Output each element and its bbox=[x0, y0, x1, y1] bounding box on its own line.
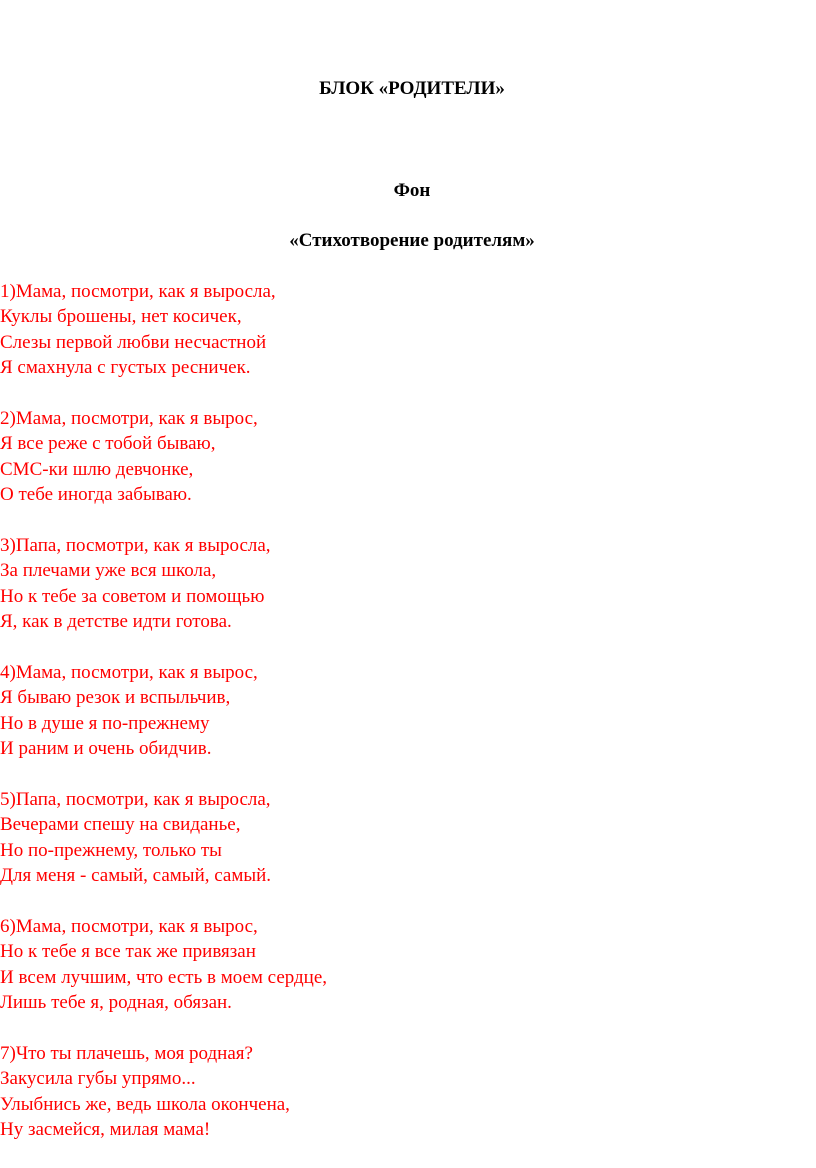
stanza-1 bbox=[0, 279, 800, 381]
poem-line: Но в душе я по-прежнему bbox=[0, 712, 210, 734]
poem-line: 2)Мама, посмотри, как я вырос, bbox=[0, 407, 258, 429]
poem-body bbox=[0, 279, 800, 1168]
poem-line: Ну засмейся, милая мама! bbox=[0, 1118, 211, 1140]
poem-line: Закусила губы упрямо... bbox=[0, 1068, 196, 1090]
stanza-2 bbox=[0, 406, 800, 508]
poem-line: За плечами уже вся школа, bbox=[0, 560, 217, 582]
poem-line: СМС-ки шлю девчонке, bbox=[0, 458, 194, 480]
background-label: Фон bbox=[393, 180, 431, 201]
poem-line: 4)Мама, посмотри, как я вырос, bbox=[0, 661, 258, 683]
poem-line: Я бываю резок и вспыльчив, bbox=[0, 687, 231, 709]
poem-line: Слезы первой любви несчастной bbox=[0, 331, 267, 353]
poem-line: Я смахнула с густых ресничек. bbox=[0, 357, 251, 379]
poem-line: Я, как в детстве идти готова. bbox=[0, 611, 232, 633]
poem-line: Для меня - самый, самый, самый. bbox=[0, 864, 272, 886]
poem-line: И всем лучшим, что есть в моем сердце, bbox=[0, 966, 328, 988]
poem-line: 6)Мама, посмотри, как я вырос, bbox=[0, 915, 258, 937]
poem-line: Но к тебе за советом и помощью bbox=[0, 585, 265, 607]
poem-line: Куклы брошены, нет косичек, bbox=[0, 306, 242, 328]
poem-line: 1)Мама, посмотри, как я выросла, bbox=[0, 281, 276, 302]
poem-line: 7)Что ты плачешь, моя родная? bbox=[0, 1042, 253, 1064]
poem-line: Но по-прежнему, только ты bbox=[0, 839, 222, 861]
poem-line: И раним и очень обидчив. bbox=[0, 738, 212, 760]
poem-line: Я все реже с тобой бываю, bbox=[0, 433, 216, 455]
block-title: БЛОК «РОДИТЕЛИ» bbox=[319, 78, 505, 99]
poem-line: 5)Папа, посмотри, как я выросла, bbox=[0, 788, 271, 810]
poem-line: О тебе иногда забываю. bbox=[0, 484, 192, 506]
poem-title: «Стихотворение родителям» bbox=[289, 230, 535, 251]
stanza-6 bbox=[0, 914, 800, 1016]
poem-line: Улыбнись же, ведь школа окончена, bbox=[0, 1093, 290, 1115]
stanza-7 bbox=[0, 1041, 800, 1143]
stanza-4 bbox=[0, 660, 800, 762]
stanza-5 bbox=[0, 787, 800, 889]
poem-line: Лишь тебе я, родная, обязан. bbox=[0, 991, 232, 1013]
stanza-3 bbox=[0, 533, 800, 635]
poem-line: Но к тебе я все так же привязан bbox=[0, 941, 256, 963]
poem-line: 3)Папа, посмотри, как я выросла, bbox=[0, 534, 271, 556]
poem-line: Вечерами спешу на свиданье, bbox=[0, 814, 241, 836]
